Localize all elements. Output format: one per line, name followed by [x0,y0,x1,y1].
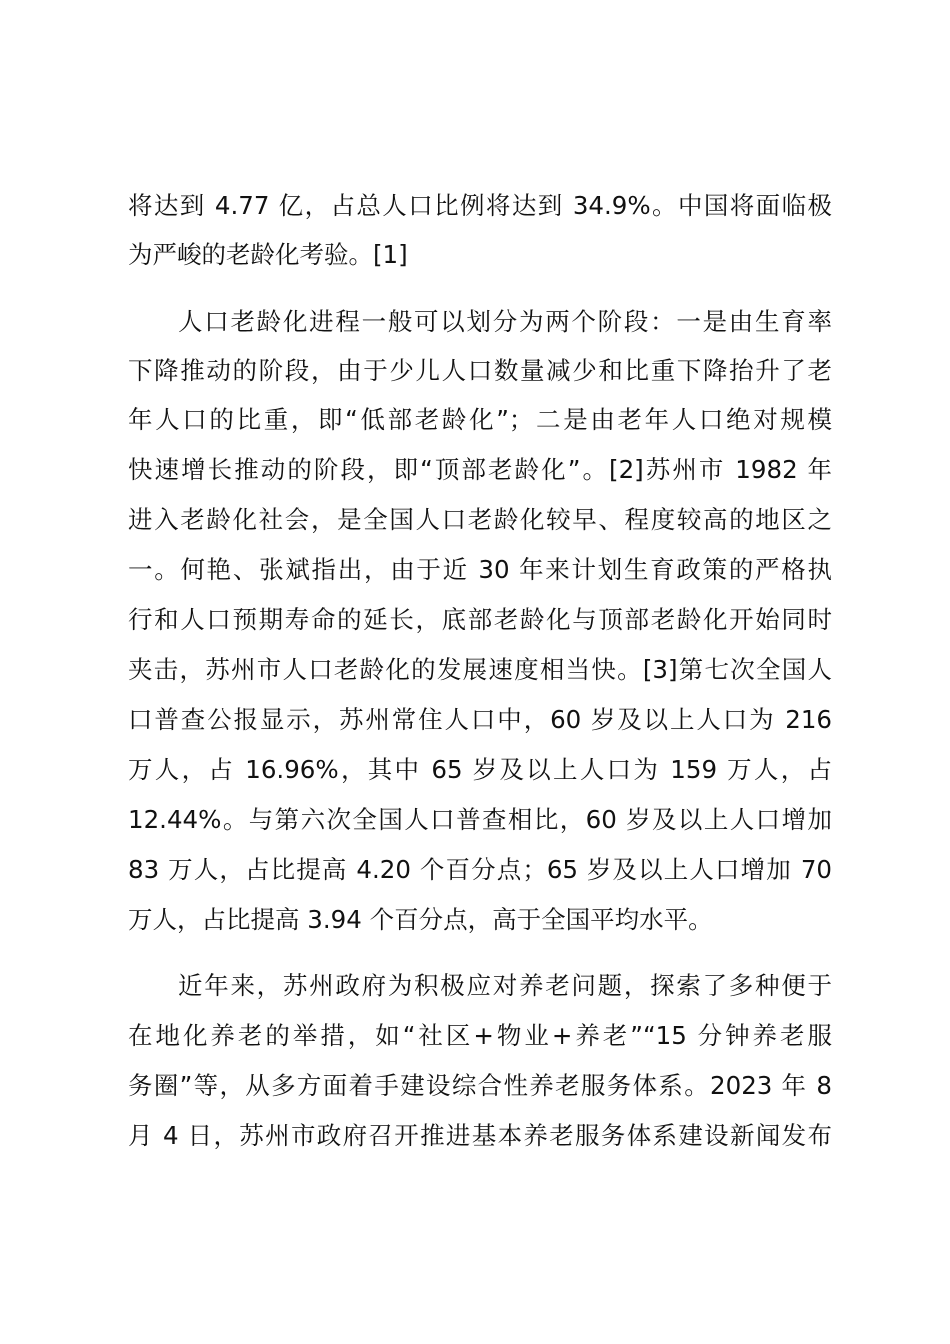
paragraph-1-line-2: 为严峻的老龄化考验。[1] [128,240,408,269]
paragraph-2-line-13: 万人，占比提高 3.94 个百分点，高于全国平均水平。 [128,905,713,934]
paragraph-2-line-4: 快速增长推动的阶段，即“顶部老龄化”。[2]苏州市 1982 年 [128,455,832,484]
paragraph-2-line-1: 人口老龄化进程一般可以划分为两个阶段：一是由生育率 [178,307,832,336]
paragraph-3-line-1: 近年来，苏州政府为积极应对养老问题，探索了多种便于 [178,971,832,1000]
paragraph-2-line-11: 12.44%。与第六次全国人口普查相比，60 岁及以上人口增加 [128,805,832,834]
paragraph-2-line-5: 进入老龄化社会，是全国人口老龄化较早、程度较高的地区之 [128,505,832,534]
paragraph-3-line-2: 在地化养老的举措，如“社区+物业+养老”“15 分钟养老服 [128,1021,832,1050]
paragraph-3-line-3: 务圈”等，从多方面着手建设综合性养老服务体系。2023 年 8 [128,1071,832,1100]
paragraph-2-line-6: 一。何艳、张斌指出，由于近 30 年来计划生育政策的严格执 [128,555,832,584]
paragraph-2-line-9: 口普查公报显示，苏州常住人口中，60 岁及以上人口为 216 [128,705,832,734]
paragraph-2-line-10: 万人，占 16.96%，其中 65 岁及以上人口为 159 万人，占 [128,755,832,784]
paragraph-2-line-2: 下降推动的阶段，由于少儿人口数量减少和比重下降抬升了老 [128,356,832,385]
paragraph-3-line-4: 月 4 日，苏州市政府召开推进基本养老服务体系建设新闻发布 [128,1121,832,1150]
paragraph-1-line-1: 将达到 4.77 亿，占总人口比例将达到 34.9%。中国将面临极 [128,191,832,220]
paragraph-2-line-3: 年人口的比重，即“低部老龄化”；二是由老年人口绝对规模 [128,405,832,434]
paragraph-2-line-12: 83 万人，占比提高 4.20 个百分点；65 岁及以上人口增加 70 [128,855,832,884]
paragraph-2-line-7: 行和人口预期寿命的延长，底部老龄化与顶部老龄化开始同时 [128,605,832,634]
paragraph-2-line-8: 夹击，苏州市人口老龄化的发展速度相当快。[3]第七次全国人 [128,655,832,684]
